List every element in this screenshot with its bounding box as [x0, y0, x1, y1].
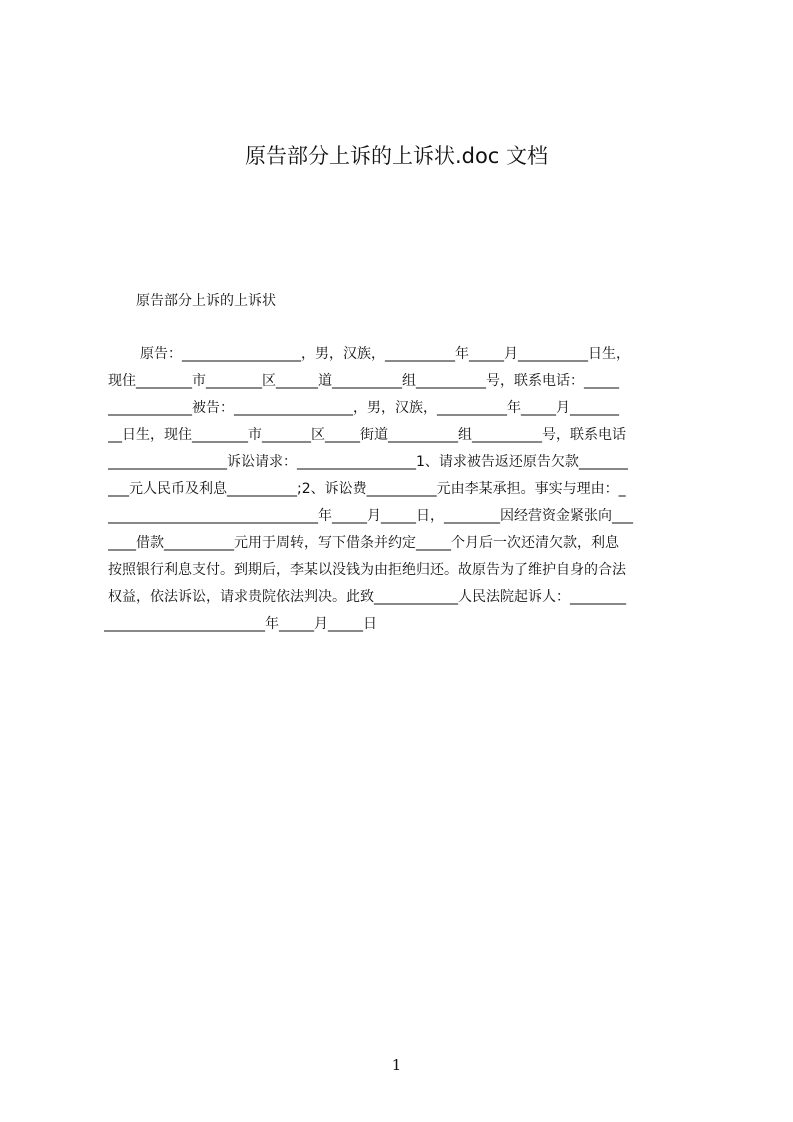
- body-line: __日生，现住________市_______区_____街道__________组__________号，联系电话: [108, 427, 626, 443]
- document-title: 原告部分上诉的上诉状.doc 文档: [244, 144, 549, 168]
- page-number: 1: [391, 1056, 402, 1074]
- body-line: ______________________________年_____月_____日，________因经营资金紧张向___: [108, 508, 633, 524]
- body-line: _________________诉讼请求：_________________1、请求被告返还原告欠款_______: [108, 454, 628, 470]
- body-line: ____________被告：_________________，男，汉族，__________年_____月_______: [108, 400, 619, 416]
- body-line: _______________________年_____月_____日: [104, 616, 377, 632]
- body-line: 权益，依法诉讼，请求贵院依法判决。此致____________人民法院起诉人：________: [108, 589, 626, 605]
- body-line: 现住________市________区______道__________组__________号，联系电话：_____: [108, 373, 619, 389]
- body-line: ___元人民币及利息__________;2、诉讼费__________元由李某承担。事实与理由：_: [108, 481, 626, 497]
- body-line: 原告：_________________，男，汉族，__________年_____月__________日生，: [140, 346, 630, 362]
- body-line: 按照银行利息支付。到期后，李某以没钱为由拒绝归还。故原告为了维护自身的合法: [108, 562, 626, 578]
- document-subtitle: 原告部分上诉的上诉状: [136, 293, 276, 309]
- body-line: ____借款__________元用于周转，写下借条并约定_____个月后一次还清欠款，利息: [108, 535, 619, 551]
